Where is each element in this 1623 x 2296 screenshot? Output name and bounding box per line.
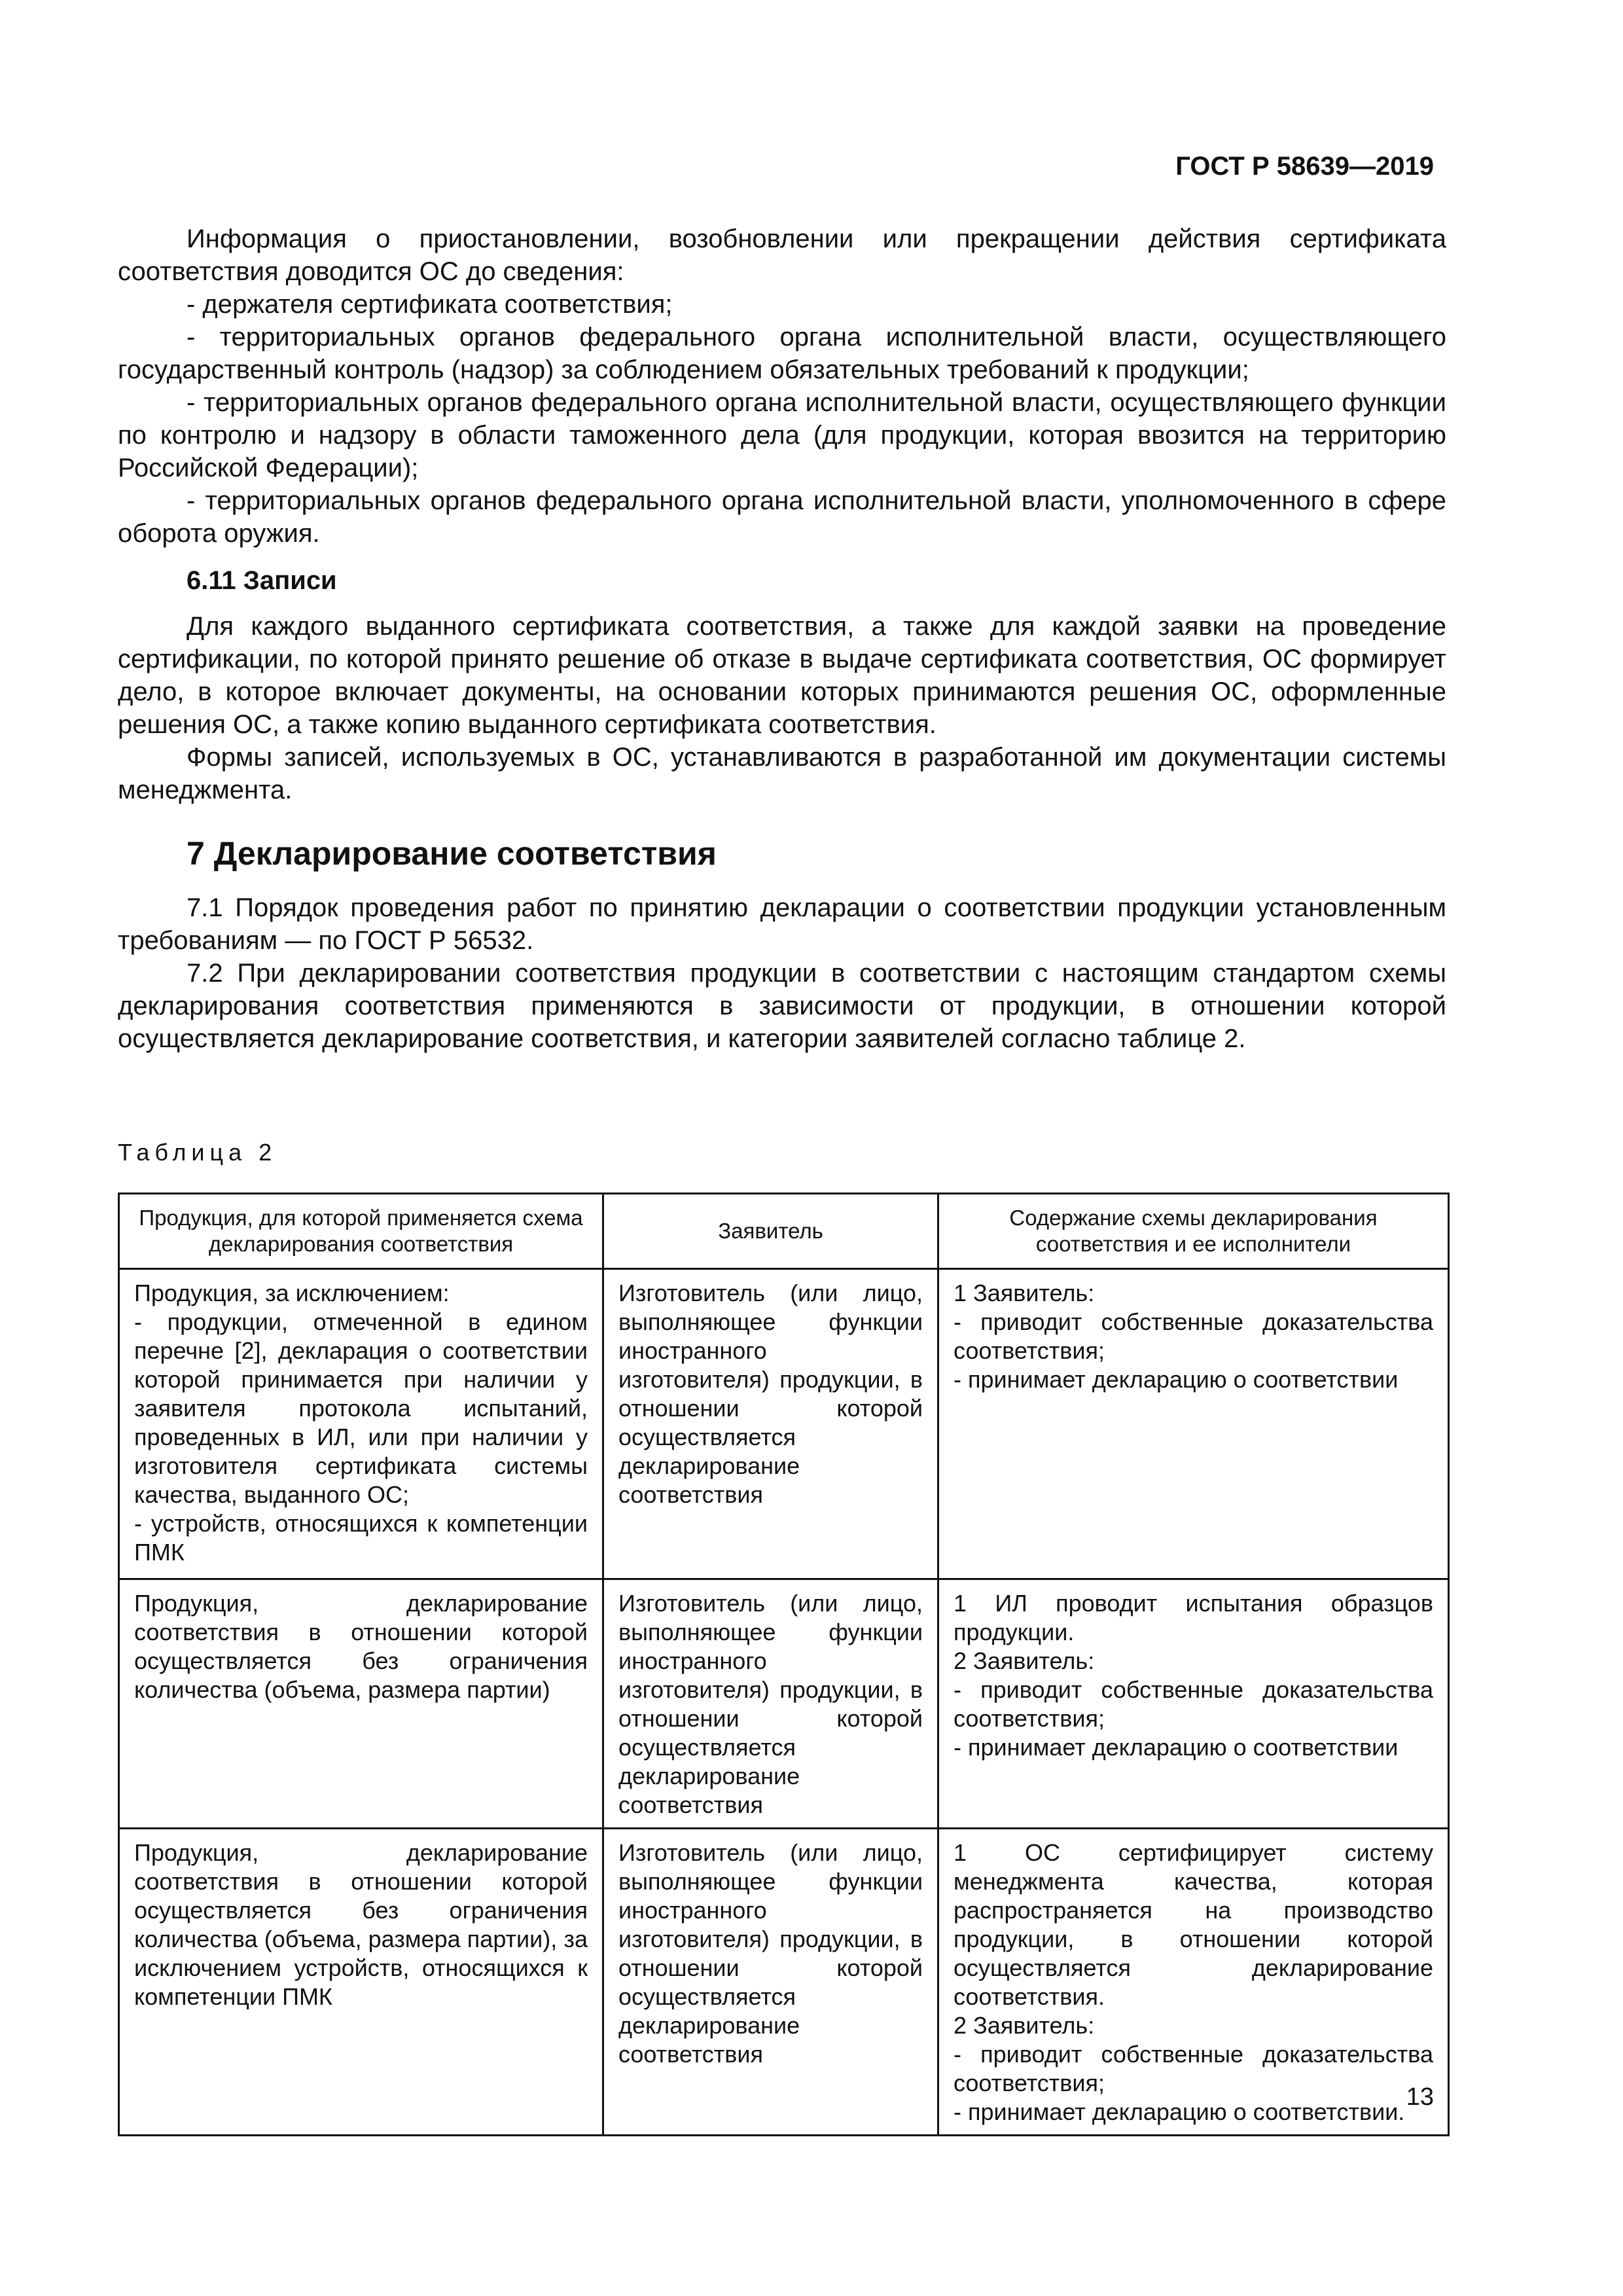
paragraph: Для каждого выданного сертификата соответствия, а также для каждой заявки на проведение сертификации, по которой принято решение об отказе в выдаче сертификата соответствия, ОС формирует дело, в которое включает документы, на основании которых принимаются решения ОС, оформленные решения ОС, а также копию выданного сертификата соответствия. <box>118 612 1446 739</box>
paragraph: 7.2 При декларировании соответствия продукции в соответствии с настоящим стандартом схемы декларирования соответствия применяются в зависимости от продукции, в отношении которой осуществляется декларирование соответствия, и категории заявителей согласно таблице 2. <box>118 959 1446 1053</box>
table-row <box>119 1829 1449 2136</box>
table-row <box>119 1269 1449 1579</box>
list-item: - территориальных органов федерального органа исполнительной власти, уполномоченного в сфере оборота оружия. <box>118 486 1446 548</box>
column-header-product: Продукция, для которой применяется схема декларирования соответствия <box>119 1194 603 1269</box>
table-row <box>119 1579 1449 1829</box>
cell-applicant: Изготовитель (или лицо, выполняющее функции иностранного изготовителя) продукции, в отношении которой осуществляется декларирование соответствия <box>603 1829 938 2136</box>
table-caption: Таблица 2 <box>118 1139 277 1166</box>
page-number: 13 <box>1406 2083 1434 2111</box>
cell-text: 1 ИЛ проводит испытания образцов продукции. <box>954 1590 1433 1645</box>
cell-content <box>938 1269 1449 1579</box>
declaration-schemes-table <box>118 1193 1450 2136</box>
cell-content <box>938 1579 1449 1829</box>
cell-list-item: - принимает декларацию о соответствии <box>954 1734 1399 1761</box>
cell-list-item: - принимает декларацию о соответствии. <box>954 2098 1405 2125</box>
column-header-content: Содержание схемы декларирования соответствия и ее исполнители <box>938 1194 1449 1269</box>
cell-list-item: - продукции, отмеченной в едином перечне [2], декларация о соответствии которой принимается при наличии у заявителя протокола испытаний, проведенных в ИЛ, или при наличии у изготовителя сертификата системы качества, выданного ОС; <box>134 1308 588 1508</box>
cell-list-item: - приводит собственные доказательства соответствия; <box>954 1676 1433 1732</box>
list-item: - территориальных органов федерального органа исполнительной власти, осуществляющего функции по контролю и надзору в области таможенного дела (для продукции, которая ввозится на территорию Российской Федерации); <box>118 388 1446 482</box>
cell-text: 2 Заявитель: <box>954 1647 1095 1674</box>
list-item: - территориальных органов федерального органа исполнительной власти, осуществляющего государственный контроль (надзор) за соблюдением обязательных требований к продукции; <box>118 323 1446 384</box>
paragraph: Формы записей, используемых в ОС, устанавливаются в разработанной им документации системы менеджмента. <box>118 743 1446 804</box>
cell-content <box>938 1829 1449 2136</box>
list-item: - держателя сертификата соответствия; <box>187 290 673 319</box>
body-upper <box>118 223 1446 1055</box>
cell-applicant: Изготовитель (или лицо, выполняющее функции иностранного изготовителя) продукции, в отношении которой осуществляется декларирование соответствия <box>603 1579 938 1829</box>
cell-product: Продукция, декларирование соответствия в отношении которой осуществляется без ограничения количества (объема, размера партии), за исключением устройств, относящихся к компетенции ПМК <box>119 1829 603 2136</box>
section-heading-6-11: 6.11 Записи <box>187 566 337 595</box>
cell-text: 2 Заявитель: <box>954 2012 1095 2039</box>
cell-list-item: - устройств, относящихся к компетенции ПМК <box>134 1510 588 1566</box>
table-header-row <box>119 1194 1449 1269</box>
cell-product: Продукция, декларирование соответствия в отношении которой осуществляется без ограничения количества (объема, размера партии) <box>119 1579 603 1829</box>
paragraph: 7.1 Порядок проведения работ по принятию декларации о соответствии продукции установленным требованиям — по ГОСТ Р 56532. <box>118 893 1446 955</box>
paragraph: Информация о приостановлении, возобновлении или прекращении действия сертификата соответствия доводится ОС до сведения: <box>118 224 1446 286</box>
cell-applicant: Изготовитель (или лицо, выполняющее функции иностранного изготовителя) продукции, в отношении которой осуществляется декларирование соответствия <box>603 1269 938 1579</box>
cell-text: Продукция, за исключением: <box>134 1280 450 1306</box>
cell-product <box>119 1269 603 1579</box>
column-header-applicant: Заявитель <box>603 1194 938 1269</box>
cell-list-item: - приводит собственные доказательства соответствия; <box>954 2041 1433 2096</box>
cell-list-item: - приводит собственные доказательства соответствия; <box>954 1308 1433 1364</box>
document-header: ГОСТ Р 58639—2019 <box>1175 152 1434 181</box>
section-heading-7: 7 Декларирование соответствия <box>187 835 717 872</box>
cell-text: 1 Заявитель: <box>954 1280 1095 1306</box>
cell-text: 1 ОС сертифицирует систему менеджмента качества, которая распространяется на производство продукции, в отношении которой осуществляется декларирование соответствия. <box>954 1839 1433 2010</box>
cell-list-item: - принимает декларацию о соответствии <box>954 1366 1399 1393</box>
